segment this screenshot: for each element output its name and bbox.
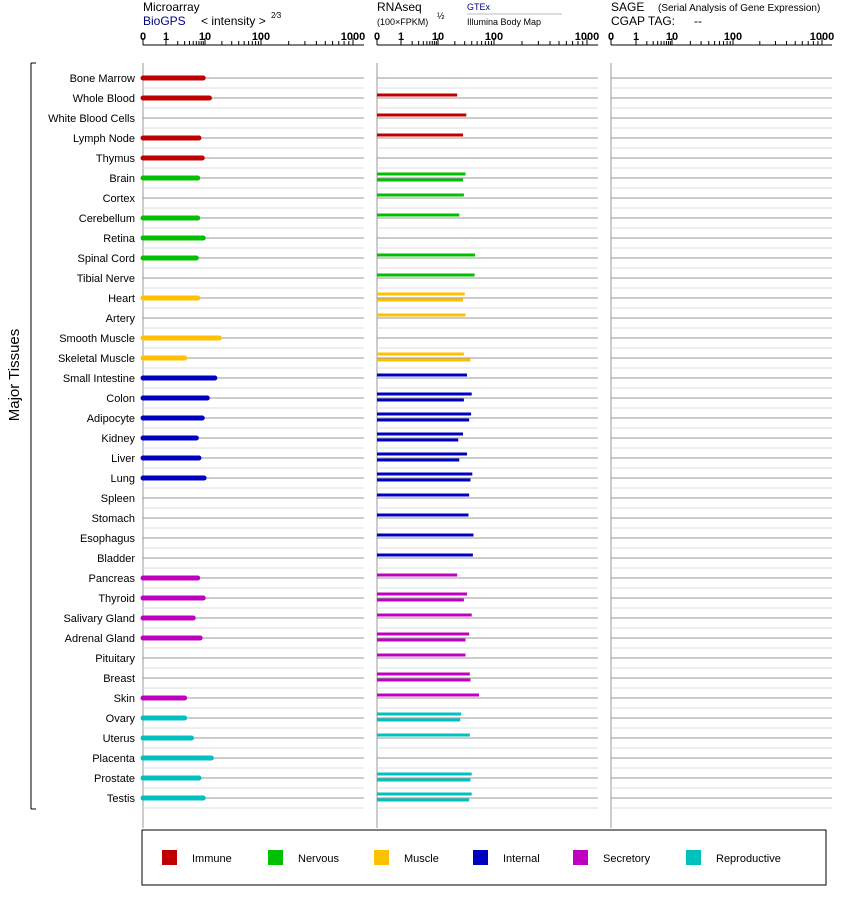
sage-header bbox=[611, 0, 820, 28]
legend-item bbox=[374, 850, 439, 865]
tissue-bracket bbox=[6, 63, 36, 809]
tissue-label: Cortex bbox=[102, 193, 135, 205]
tissue-row[interactable] bbox=[92, 753, 832, 768]
tissue-row[interactable] bbox=[79, 213, 832, 228]
legend-item bbox=[573, 850, 651, 865]
tissue-row[interactable] bbox=[73, 133, 832, 148]
tissue-row[interactable] bbox=[109, 173, 832, 188]
tissue-row[interactable] bbox=[78, 253, 832, 268]
tissue-row[interactable] bbox=[106, 313, 832, 328]
tissue-row[interactable] bbox=[87, 413, 832, 428]
rnaseq-unit: (100×FPKM) bbox=[377, 17, 429, 27]
tissue-label: Brain bbox=[109, 173, 135, 185]
legend-swatch bbox=[268, 850, 283, 865]
microarray-tick-label: 1 bbox=[162, 31, 170, 43]
tissue-rows bbox=[48, 73, 832, 808]
microarray-header bbox=[143, 0, 282, 28]
rnaseq-tick-label: 1000 bbox=[574, 31, 600, 43]
legend-label: Immune bbox=[192, 853, 232, 865]
microarray-tick-label: 10 bbox=[198, 31, 212, 43]
legend-label: Muscle bbox=[404, 853, 439, 865]
tissue-row[interactable] bbox=[103, 733, 832, 748]
tissue-row[interactable] bbox=[70, 73, 832, 88]
tissue-label: Bladder bbox=[97, 553, 135, 565]
tissue-label: Breast bbox=[103, 673, 135, 685]
legend-item bbox=[473, 850, 540, 865]
tissue-row[interactable] bbox=[103, 673, 832, 688]
tissue-row[interactable] bbox=[94, 773, 832, 788]
tissue-label: Spinal Cord bbox=[77, 253, 135, 265]
tissue-label: Cerebellum bbox=[78, 213, 135, 225]
tissue-label: Thyroid bbox=[98, 593, 135, 605]
cgap-tag-value: -- bbox=[694, 14, 702, 28]
rnaseq-exponent: ½ bbox=[437, 11, 445, 21]
tissue-label: Artery bbox=[105, 313, 135, 325]
tissue-row[interactable] bbox=[103, 233, 832, 248]
legend-swatch bbox=[374, 850, 389, 865]
tissue-row[interactable] bbox=[107, 793, 832, 808]
tissue-label: Stomach bbox=[91, 513, 135, 525]
microarray-title: Microarray bbox=[143, 0, 200, 14]
tissue-row[interactable] bbox=[103, 193, 832, 208]
tissue-row[interactable] bbox=[92, 513, 832, 528]
tissue-label: Thymus bbox=[95, 153, 135, 165]
tissue-label: Colon bbox=[106, 393, 135, 405]
sage-tick-label: 1 bbox=[632, 31, 640, 43]
tissue-row[interactable] bbox=[80, 533, 832, 548]
sage-subtitle: (Serial Analysis of Gene Expression) bbox=[658, 3, 821, 14]
legend-swatch bbox=[162, 850, 177, 865]
tissue-label: Liver bbox=[111, 453, 135, 465]
legend-item bbox=[268, 850, 339, 865]
legend-item bbox=[686, 850, 781, 865]
tissue-row[interactable] bbox=[114, 693, 832, 708]
legend-label: Nervous bbox=[298, 853, 339, 865]
tissue-row[interactable] bbox=[63, 613, 832, 628]
rnaseq-tick-label: 1 bbox=[397, 31, 405, 43]
microarray-exponent: 2⁄3 bbox=[271, 11, 282, 20]
microarray-tick-label: 100 bbox=[251, 31, 271, 43]
tissue-label: Bone Marrow bbox=[69, 73, 135, 85]
tissue-label: Testis bbox=[106, 793, 135, 805]
tissue-row[interactable] bbox=[59, 333, 832, 348]
legend-swatch bbox=[573, 850, 588, 865]
sage-tick-label: 10 bbox=[665, 31, 679, 43]
tissue-row[interactable] bbox=[101, 493, 832, 508]
tissue-label: Placenta bbox=[92, 753, 135, 765]
illumina-label: Illumina Body Map bbox=[467, 17, 542, 27]
rnaseq-tick-label: 10 bbox=[431, 31, 445, 43]
tissue-label: Kidney bbox=[101, 433, 135, 445]
tissue-row[interactable] bbox=[108, 293, 832, 308]
tissue-row[interactable] bbox=[98, 593, 832, 608]
tissue-row[interactable] bbox=[89, 573, 832, 588]
legend-label: Internal bbox=[503, 853, 540, 865]
tissue-label: Pituitary bbox=[95, 653, 135, 665]
legend-swatch bbox=[473, 850, 488, 865]
tissue-label: Smooth Muscle bbox=[59, 333, 135, 345]
tissue-label: Skeletal Muscle bbox=[57, 353, 135, 365]
tissue-row[interactable] bbox=[48, 113, 832, 128]
tissue-row[interactable] bbox=[111, 453, 832, 468]
tissue-label: Prostate bbox=[94, 773, 135, 785]
microarray-tick-label: 0 bbox=[139, 31, 147, 43]
rnaseq-tick-label: 0 bbox=[373, 31, 381, 43]
sage-tick-label: 100 bbox=[723, 31, 743, 43]
tissue-label: Lung bbox=[110, 473, 135, 485]
sage-title: SAGE bbox=[611, 0, 645, 14]
sage-tick-label: 0 bbox=[607, 31, 615, 43]
tissue-label: Skin bbox=[113, 693, 135, 705]
tissue-label: Esophagus bbox=[79, 533, 135, 545]
tissue-row[interactable] bbox=[106, 713, 832, 728]
rnaseq-title: RNAseq bbox=[377, 0, 422, 14]
tissue-label: Spleen bbox=[100, 493, 135, 505]
tissue-row[interactable] bbox=[73, 93, 832, 108]
gtex-link[interactable]: GTEx bbox=[467, 2, 491, 12]
cgap-tag-label: CGAP TAG: bbox=[611, 14, 676, 28]
tissue-row[interactable] bbox=[77, 273, 832, 288]
legend-swatch bbox=[686, 850, 701, 865]
tissue-label: Retina bbox=[103, 233, 135, 245]
tissue-row[interactable] bbox=[97, 553, 832, 568]
legend-label: Reproductive bbox=[716, 853, 781, 865]
tissue-row[interactable] bbox=[106, 393, 832, 408]
tissue-label: Heart bbox=[108, 293, 135, 305]
tissue-label: Uterus bbox=[102, 733, 135, 745]
tissue-row[interactable] bbox=[65, 633, 832, 648]
tissue-label: Ovary bbox=[105, 713, 135, 725]
tissue-label: Adipocyte bbox=[86, 413, 135, 425]
microarray-unit: < intensity > bbox=[201, 14, 266, 28]
y-axis-label: Major Tissues bbox=[6, 328, 23, 422]
tissue-row[interactable] bbox=[101, 433, 832, 448]
rnaseq-header bbox=[377, 0, 562, 27]
tissue-label: White Blood Cells bbox=[48, 113, 135, 125]
legend-item bbox=[162, 850, 232, 865]
tissue-row[interactable] bbox=[95, 653, 832, 668]
tissue-label: Adrenal Gland bbox=[64, 633, 135, 645]
tissue-row[interactable] bbox=[58, 353, 832, 368]
tissue-row[interactable] bbox=[96, 153, 832, 168]
tissue-row[interactable] bbox=[111, 473, 832, 488]
legend-label: Secretory bbox=[603, 853, 651, 865]
microarray-tick-label: 1000 bbox=[340, 31, 366, 43]
biogps-link[interactable]: BioGPS bbox=[143, 14, 186, 28]
legend bbox=[142, 830, 826, 885]
tissue-label: Lymph Node bbox=[73, 133, 135, 145]
sage-tick-label: 1000 bbox=[809, 31, 835, 43]
tissue-label: Pancreas bbox=[88, 573, 135, 585]
tissue-label: Whole Blood bbox=[72, 93, 135, 105]
tissue-label: Small Intestine bbox=[62, 373, 135, 385]
tissue-label: Salivary Gland bbox=[63, 613, 135, 625]
rnaseq-tick-label: 100 bbox=[484, 31, 504, 43]
tissue-label: Tibial Nerve bbox=[76, 273, 135, 285]
tissue-row[interactable] bbox=[63, 373, 832, 388]
